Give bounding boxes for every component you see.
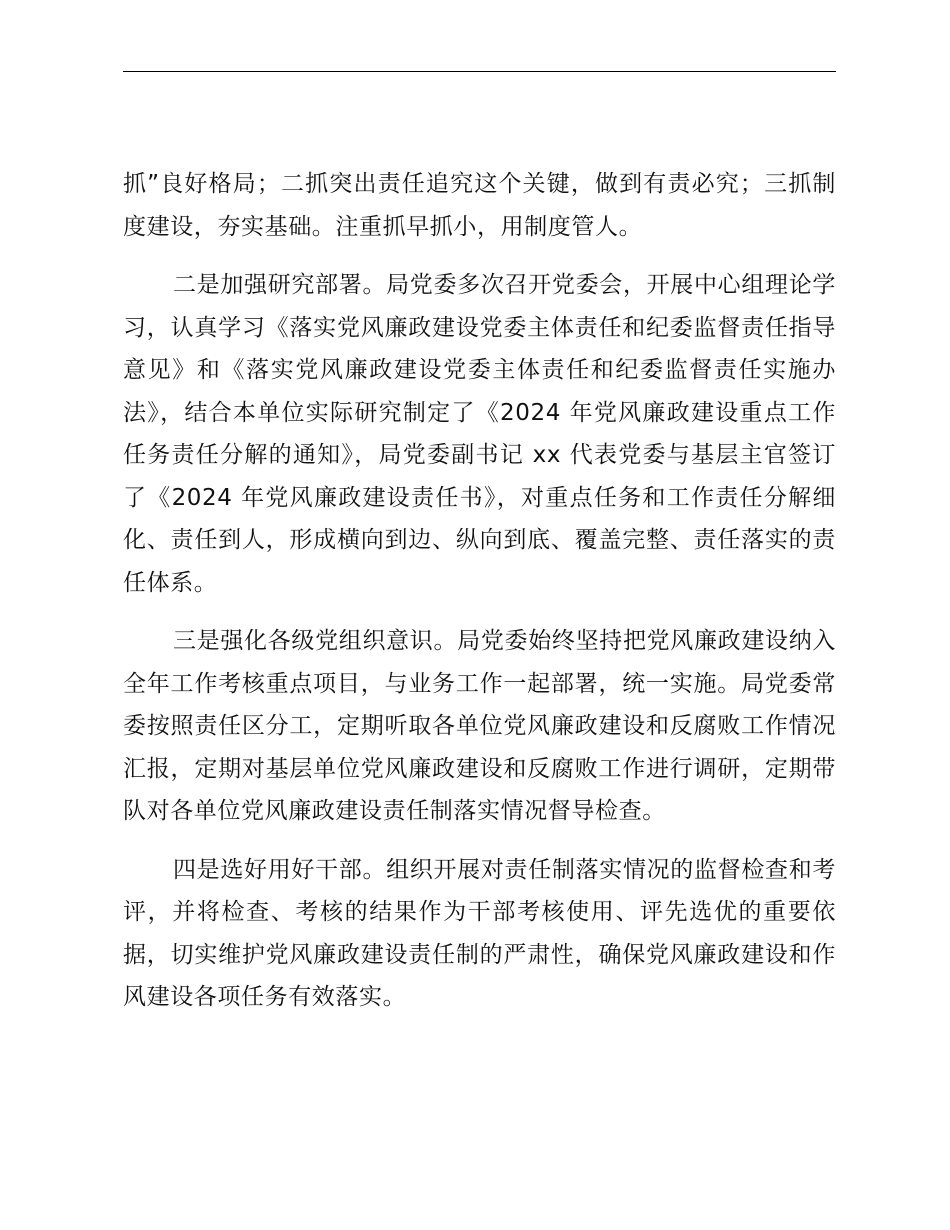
paragraph-research-deployment: 二是加强研究部署。局党委多次召开党委会，开展中心组理论学习，认真学习《落实党风廉政建设党委主体责任和纪委监督责任指导意见》和《落实党风廉政建设党委主体责任和纪委监督责任实施办法》，结合本单位实际研究制定了《2024 年党风廉政建设重点工作任务责任分解的通知》，局党委副书记 xx 代表党委与基层主官签订了《2024 年党风廉政建设责任书》，对重点任务和工作责任分解细化、责任到人，形成横向到边、纵向到底、覆盖完整、责任落实的责任体系。 bbox=[123, 272, 836, 596]
paragraph-cadre-selection: 四是选好用好干部。组织开展对责任制落实情况的监督检查和考评，并将检查、考核的结果作为干部考核使用、评先选优的重要依据，切实维护党风廉政建设责任制的严肃性，确保党风廉政建设和作风建设各项任务有效落实。 bbox=[123, 856, 836, 1010]
document-body bbox=[123, 163, 836, 1035]
paragraph-party-awareness: 三是强化各级党组织意识。局党委始终坚持把党风廉政建设纳入全年工作考核重点项目，与业务工作一起部署，统一实施。局党委常委按照责任区分工，定期听取各单位党风廉政建设和反腐败工作情况汇报，定期对基层单位党风廉政建设和反腐败工作进行调研，定期带队对各单位党风廉政建设责任制落实情况督导检查。 bbox=[123, 628, 836, 824]
header-rule bbox=[123, 71, 836, 72]
paragraph-continuation: 抓”良好格局；二抓突出责任追究这个关键，做到有责必究；三抓制度建设，夯实基础。注重抓早抓小，用制度管人。 bbox=[123, 171, 836, 240]
